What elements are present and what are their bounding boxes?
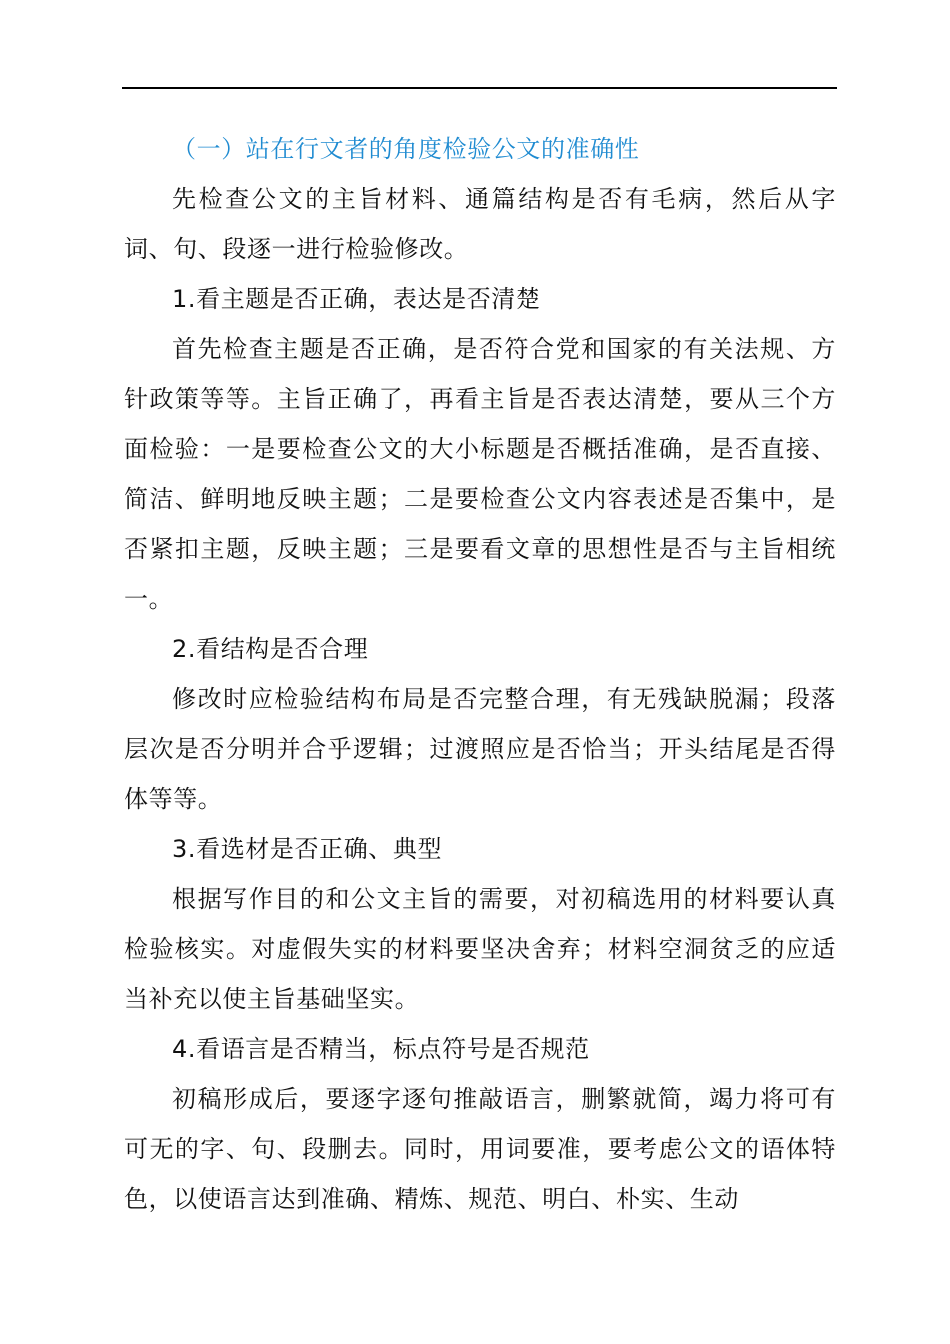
body-paragraph: 首先检查主题是否正确，是否符合党和国家的有关法规、方针政策等等。主旨正确了，再看主旨是否表达清楚，要从三个方面检验：一是要检查公文的大小标题是否概括准确，是否直接、简洁、鲜明地反映主题；二是要检查公文内容表述是否集中，是否紧扣主题，反映主题；三是要看文章的思想性是否与主旨相统一。 <box>124 335 836 613</box>
body-paragraph: 修改时应检验结构布局是否完整合理，有无残缺脱漏；段落层次是否分明并合乎逻辑；过渡照应是否恰当；开头结尾是否得体等等。 <box>124 685 836 813</box>
body-paragraph: 根据写作目的和公文主旨的需要，对初稿选用的材料要认真检验核实。对虚假失实的材料要坚决舍弃；材料空洞贫乏的应适当补充以使主旨基础坚实。 <box>124 885 836 1013</box>
body-paragraph: 先检查公文的主旨材料、通篇结构是否有毛病，然后从字词、句、段逐一进行检验修改。 <box>124 185 836 263</box>
subheading: 3.看选材是否正确、典型 <box>172 835 443 863</box>
document-body <box>124 124 836 1224</box>
body-paragraph: 初稿形成后，要逐字逐句推敲语言，删繁就简，竭力将可有可无的字、句、段删去。同时，用词要准，要考虑公文的语体特色，以使语言达到准确、精炼、规范、明白、朴实、生动 <box>124 1085 836 1213</box>
header-rule <box>122 87 837 89</box>
subheading: 4.看语言是否精当，标点符号是否规范 <box>172 1035 590 1063</box>
subheading: 1.看主题是否正确，表达是否清楚 <box>172 285 541 313</box>
subheading: 2.看结构是否合理 <box>172 635 369 663</box>
section-heading: （一）站在行文者的角度检验公文的准确性 <box>172 135 640 163</box>
